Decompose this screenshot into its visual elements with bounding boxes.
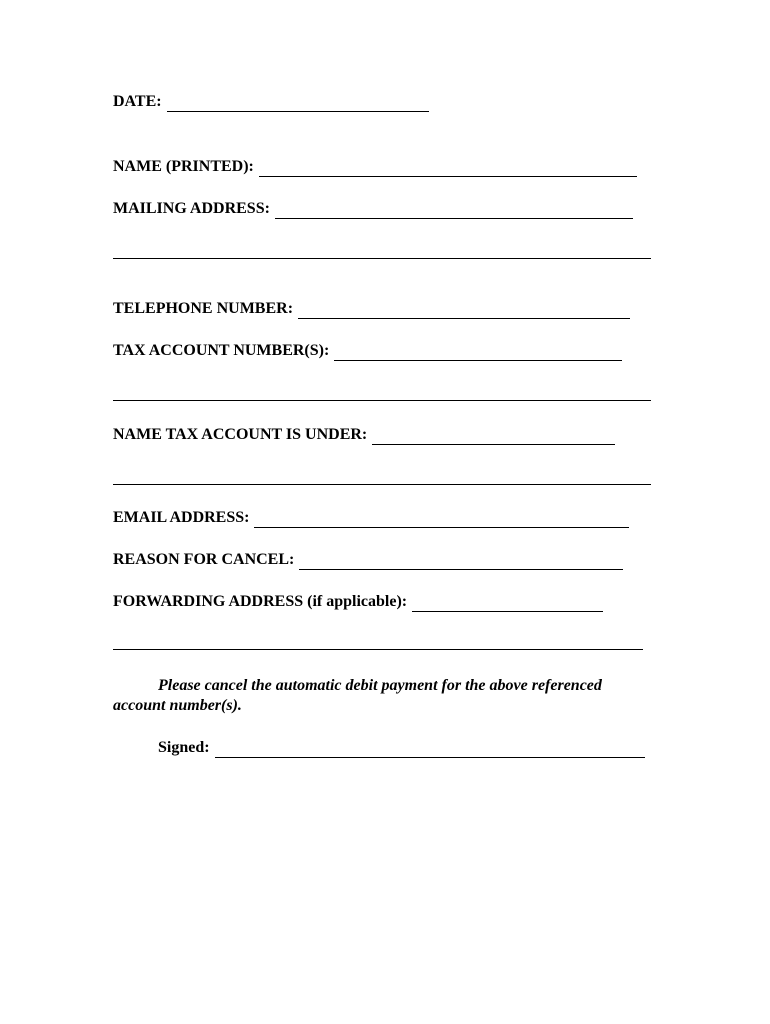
email-row bbox=[113, 508, 629, 528]
name-tax-account-label: NAME TAX ACCOUNT IS UNDER: bbox=[113, 426, 368, 443]
tax-account-row bbox=[113, 341, 622, 361]
date-row bbox=[113, 92, 429, 112]
name-tax-account-field[interactable] bbox=[372, 429, 615, 445]
name-tax-account-line-2[interactable] bbox=[113, 483, 651, 485]
mailing-address-row bbox=[113, 199, 633, 219]
forwarding-address-line-2[interactable] bbox=[113, 648, 643, 650]
forwarding-address-row bbox=[113, 592, 603, 612]
name-tax-account-row bbox=[113, 425, 615, 445]
signed-row bbox=[158, 738, 645, 758]
cancel-statement-line-2: account number(s). bbox=[113, 697, 242, 714]
telephone-row bbox=[113, 299, 630, 319]
email-label: EMAIL ADDRESS: bbox=[113, 509, 250, 526]
reason-row bbox=[113, 550, 623, 570]
date-label: DATE: bbox=[113, 93, 162, 110]
mailing-address-label: MAILING ADDRESS: bbox=[113, 200, 270, 217]
telephone-label: TELEPHONE NUMBER: bbox=[113, 300, 294, 317]
date-field[interactable] bbox=[167, 96, 429, 112]
mailing-address-line-2[interactable] bbox=[113, 257, 651, 259]
name-label: NAME (PRINTED): bbox=[113, 158, 254, 175]
cancel-statement-text-1: Please cancel the automatic debit payment for the above referenced bbox=[158, 677, 602, 694]
name-row bbox=[113, 157, 637, 177]
telephone-field[interactable] bbox=[298, 303, 630, 319]
tax-account-line-2[interactable] bbox=[113, 399, 651, 401]
tax-account-field[interactable] bbox=[334, 345, 622, 361]
forwarding-address-label: FORWARDING ADDRESS (if applicable): bbox=[113, 593, 408, 610]
forwarding-address-field[interactable] bbox=[412, 596, 603, 612]
signature-field[interactable] bbox=[215, 742, 645, 758]
reason-field[interactable] bbox=[299, 554, 623, 570]
name-field[interactable] bbox=[259, 161, 637, 177]
email-field[interactable] bbox=[254, 512, 629, 528]
mailing-address-field[interactable] bbox=[275, 203, 633, 219]
tax-account-label: TAX ACCOUNT NUMBER(S): bbox=[113, 342, 330, 359]
cancel-statement-line-1 bbox=[113, 676, 658, 696]
signed-label: Signed: bbox=[158, 739, 210, 756]
cancel-statement bbox=[113, 676, 658, 716]
reason-label: REASON FOR CANCEL: bbox=[113, 551, 295, 568]
